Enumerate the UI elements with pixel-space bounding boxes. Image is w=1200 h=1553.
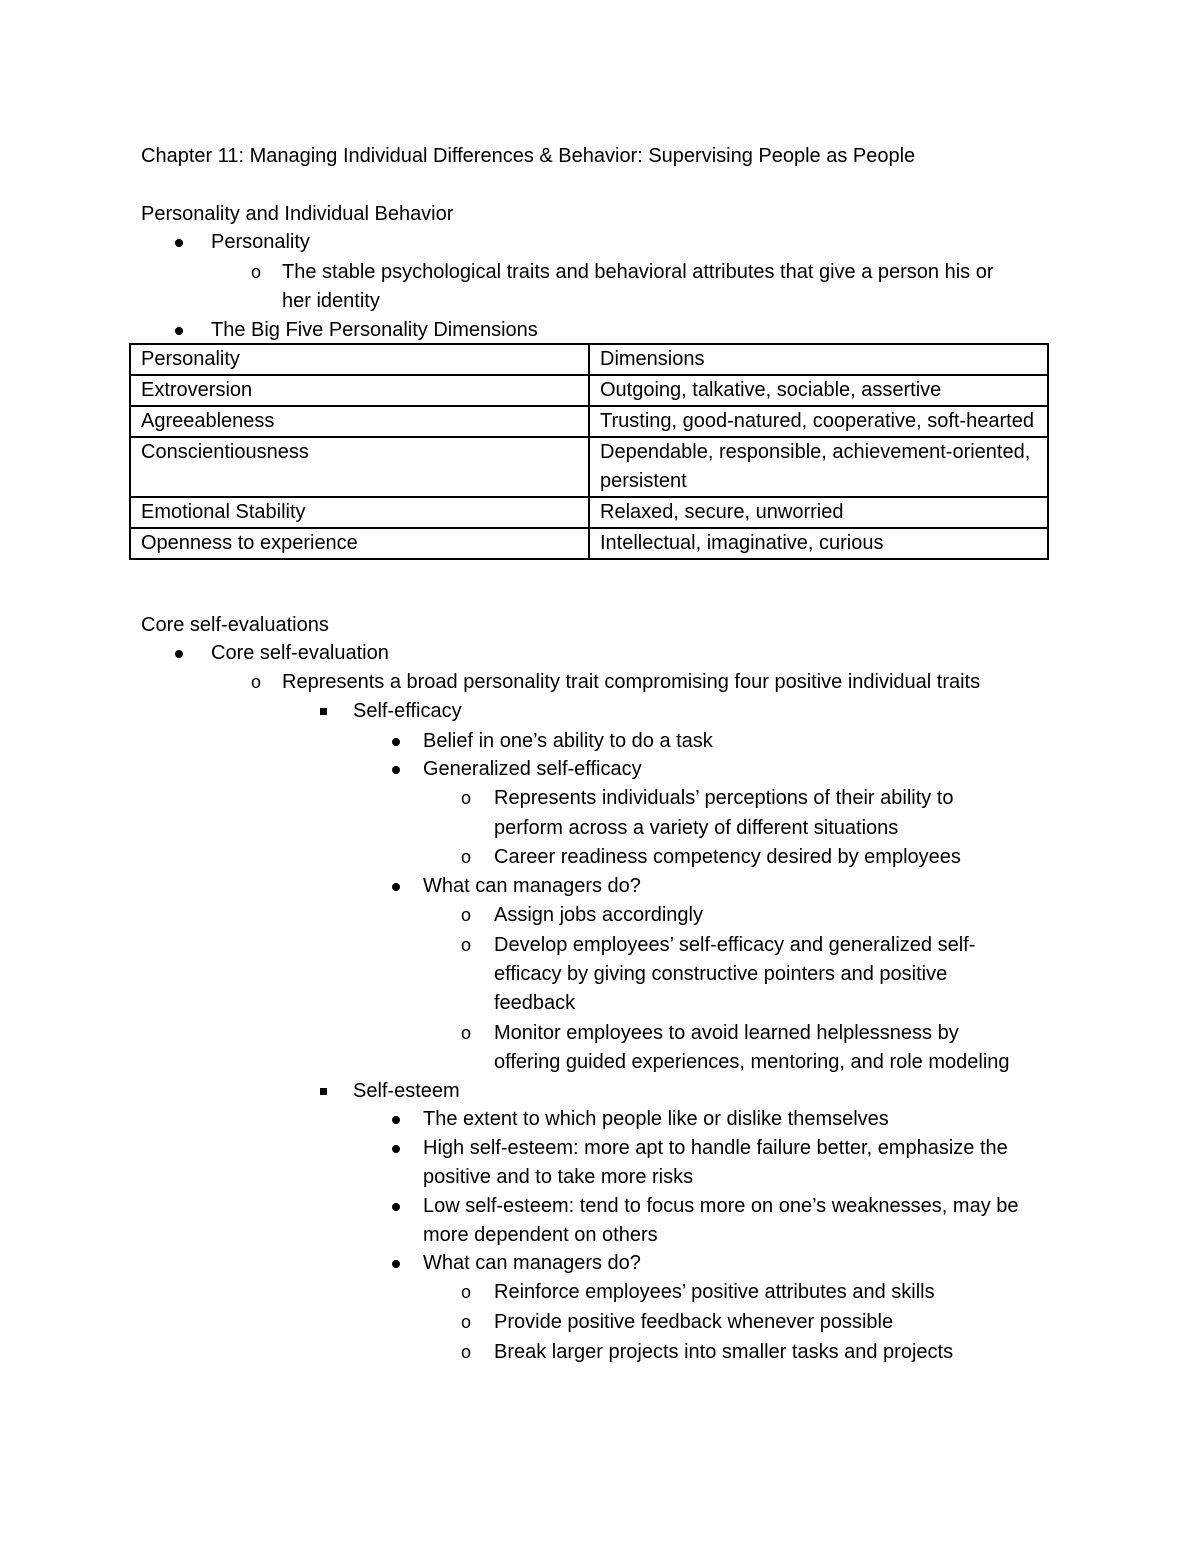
bullet-dot-icon	[169, 639, 189, 668]
list-item: Represents individuals’ perceptions of their ability to	[494, 787, 954, 809]
list-item: Self-efficacy	[353, 700, 462, 722]
bullet-circle-icon: o	[250, 672, 261, 692]
list-item: Belief in one’s ability to do a task	[423, 730, 713, 752]
bullet-circle-icon: o	[460, 905, 471, 925]
bullet-circle-icon: o	[460, 847, 471, 867]
bullet-circle-icon: o	[460, 1023, 471, 1043]
table-cell: Conscientiousness	[130, 437, 589, 497]
list-item: Self-esteem	[353, 1080, 460, 1102]
list-item: Monitor employees to avoid learned helplessness by	[494, 1022, 959, 1044]
list-item: The Big Five Personality Dimensions	[211, 319, 538, 341]
list-item-continuation: positive and to take more risks	[423, 1166, 694, 1188]
table-cell: Outgoing, talkative, sociable, assertive	[589, 375, 1048, 406]
table-cell: Agreeableness	[130, 406, 589, 437]
table-header-cell: Personality	[130, 344, 589, 375]
bullet-square-icon	[313, 697, 333, 726]
bullet-circle-icon: o	[460, 1282, 471, 1302]
bullet-square-icon	[313, 1077, 333, 1106]
table-row	[130, 528, 1048, 559]
bullet-dot-icon	[169, 316, 189, 345]
bullet-circle-icon: o	[460, 1312, 471, 1332]
list-item-continuation: offering guided experiences, mentoring, and role modeling	[494, 1051, 1010, 1073]
table-cell: Openness to experience	[130, 528, 589, 559]
bullet-dot-icon	[386, 1192, 406, 1221]
bullet-dot-icon	[386, 1249, 406, 1278]
list-item: Represents a broad personality trait compromising four positive individual traits	[282, 671, 981, 693]
list-item: What can managers do?	[423, 875, 641, 897]
list-item: Generalized self-efficacy	[423, 758, 642, 780]
table-row	[130, 437, 1048, 497]
section-heading-core-self-evaluations: Core self-evaluations	[141, 614, 329, 636]
table-row	[130, 375, 1048, 406]
bullet-dot-icon	[169, 228, 189, 257]
list-item-continuation: her identity	[282, 290, 380, 312]
table-cell: Extroversion	[130, 375, 589, 406]
bullet-circle-icon: o	[460, 788, 471, 808]
section-heading-personality: Personality and Individual Behavior	[141, 203, 454, 225]
bullet-circle-icon: o	[460, 1342, 471, 1362]
list-item: What can managers do?	[423, 1252, 641, 1274]
table-cell: Intellectual, imaginative, curious	[589, 528, 1048, 559]
list-item: Low self-esteem: tend to focus more on one’s weaknesses, may be	[423, 1195, 1019, 1217]
list-item-continuation: more dependent on others	[423, 1224, 658, 1246]
list-item: Personality	[211, 231, 310, 253]
table-cell: Relaxed, secure, unworried	[589, 497, 1048, 528]
list-item: High self-esteem: more apt to handle failure better, emphasize the	[423, 1137, 1008, 1159]
list-item-continuation: feedback	[494, 992, 576, 1014]
list-item: Provide positive feedback whenever possible	[494, 1311, 894, 1333]
list-item: Core self-evaluation	[211, 642, 389, 664]
list-item: Career readiness competency desired by employees	[494, 846, 961, 868]
list-item: Break larger projects into smaller tasks and projects	[494, 1341, 954, 1363]
table-row	[130, 497, 1048, 528]
list-item-continuation: efficacy by giving constructive pointers and positive	[494, 963, 948, 985]
list-item-continuation: perform across a variety of different situations	[494, 817, 899, 839]
page-title: Chapter 11: Managing Individual Differences & Behavior: Supervising People as People	[141, 145, 916, 167]
table-cell: Dependable, responsible, achievement-oriented, persistent	[589, 437, 1048, 497]
bullet-circle-icon: o	[250, 262, 261, 282]
list-item: The stable psychological traits and behavioral attributes that give a person his or	[282, 261, 994, 283]
table-header-cell: Dimensions	[589, 344, 1048, 375]
bullet-dot-icon	[386, 755, 406, 784]
list-item: The extent to which people like or dislike themselves	[423, 1108, 889, 1130]
table-cell: Trusting, good-natured, cooperative, soft-hearted	[589, 406, 1048, 437]
bullet-dot-icon	[386, 1105, 406, 1134]
list-item: Develop employees’ self-efficacy and generalized self-	[494, 934, 976, 956]
list-item: Reinforce employees’ positive attributes and skills	[494, 1281, 935, 1303]
bullet-dot-icon	[386, 727, 406, 756]
table-header-row	[130, 344, 1048, 375]
table-cell: Emotional Stability	[130, 497, 589, 528]
big-five-table	[129, 343, 1049, 560]
list-item: Assign jobs accordingly	[494, 904, 703, 926]
bullet-circle-icon: o	[460, 935, 471, 955]
table-row	[130, 406, 1048, 437]
bullet-dot-icon	[386, 1134, 406, 1163]
bullet-dot-icon	[386, 872, 406, 901]
